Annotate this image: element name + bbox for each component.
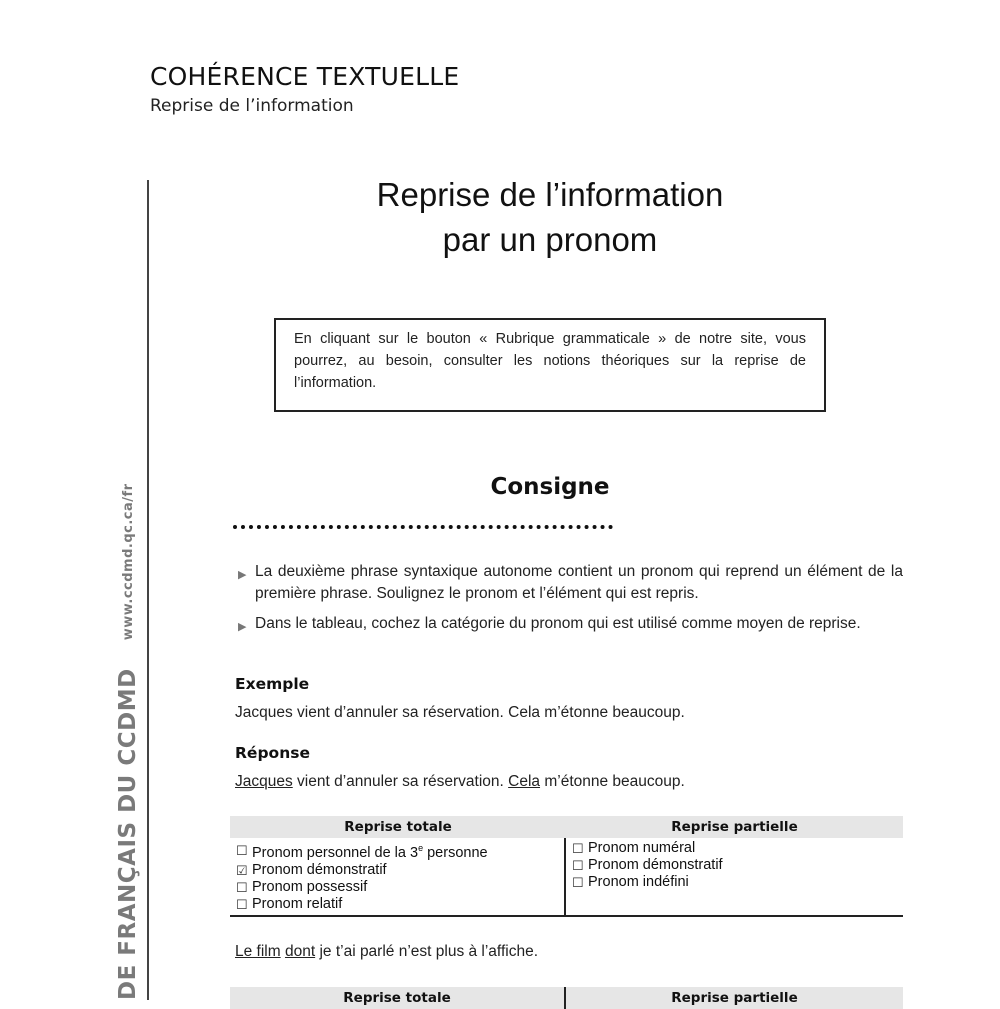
header-reprise-totale: Reprise totale: [230, 987, 566, 1009]
checkbox-empty-icon[interactable]: ☐: [236, 843, 248, 859]
checkbox-checked-icon[interactable]: ☑: [236, 862, 248, 878]
option-pronom-personnel[interactable]: [236, 840, 564, 862]
checkbox-empty-icon[interactable]: ☐: [236, 896, 248, 912]
side-url[interactable]: www.ccdmd.qc.ca/fr: [120, 483, 136, 641]
page-title-line2: par un pronom: [442, 221, 658, 258]
reponse-sentence: [235, 773, 685, 791]
option-label: Pronom relatif: [252, 895, 343, 912]
option-label: Pronom personnel de la 3e personne: [252, 843, 488, 861]
header-reprise-partielle: Reprise partielle: [671, 819, 798, 835]
underlined-antecedent: Le film: [235, 943, 281, 960]
checkbox-empty-icon[interactable]: ☐: [572, 858, 584, 873]
reponse-heading: Réponse: [235, 744, 310, 762]
option-pronom-demonstratif-partiel[interactable]: [572, 857, 903, 874]
underlined-pronoun: Cela: [508, 773, 541, 790]
option-label: Pronom numéral: [588, 840, 696, 856]
header-reprise-partielle: Reprise partielle: [671, 990, 798, 1006]
instruction-text: La deuxième phrase syntaxique autonome contient un pronom qui reprend un élément de la première phrase. Soulignez le pronom et l’élément qui est repris.: [255, 563, 903, 602]
instruction-text: Dans le tableau, cochez la catégorie du pronom qui est utilisé comme moyen de reprise.: [255, 615, 861, 632]
dotted-divider: [233, 525, 613, 529]
underlined-pronoun: dont: [284, 943, 316, 960]
checkbox-empty-icon[interactable]: ☐: [572, 841, 584, 856]
checkbox-empty-icon[interactable]: ☐: [236, 879, 248, 895]
exercise-text: je t’ai parlé n’est plus à l’affiche.: [315, 943, 539, 960]
instruction-1: [238, 561, 903, 605]
totale-options: [230, 838, 566, 915]
option-pronom-indefini[interactable]: [572, 874, 903, 891]
header-reprise-totale: Reprise totale: [344, 819, 452, 835]
table-body: [230, 838, 903, 917]
arrow-bullet-icon: ▶: [238, 621, 247, 633]
section-subtitle: Reprise de l’information: [150, 96, 354, 116]
partielle-options: [566, 838, 903, 915]
info-note-text: En cliquant sur le bouton « Rubrique grammaticale » de notre site, vous pourrez, au besoin, consulter les notions théoriques sur la reprise de l’information.: [294, 331, 806, 391]
exemple-heading: Exemple: [235, 675, 310, 693]
side-brand: DE FRANÇAIS DU CCDMD: [115, 668, 141, 1000]
reponse-text: vient d’annuler sa réservation.: [292, 773, 509, 790]
arrow-bullet-icon: ▶: [238, 569, 247, 581]
side-banner: [108, 470, 148, 1000]
example-table: [230, 816, 903, 917]
exercise-sentence-1: [235, 943, 538, 961]
option-pronom-relatif[interactable]: [236, 896, 564, 913]
option-label: Pronom indéfini: [588, 874, 689, 890]
option-pronom-demonstratif[interactable]: [236, 862, 564, 879]
exemple-sentence: Jacques vient d’annuler sa réservation. Cela m’étonne beaucoup.: [235, 704, 685, 721]
option-label: Pronom démonstratif: [588, 857, 723, 873]
page-title: [240, 172, 860, 262]
instruction-2: [238, 613, 903, 638]
table-header: [230, 816, 903, 838]
section-title: COHÉRENCE TEXTUELLE: [150, 62, 460, 91]
reponse-text: m’étonne beaucoup.: [540, 773, 685, 790]
info-note: [274, 318, 826, 412]
checkbox-empty-icon[interactable]: ☐: [572, 875, 584, 890]
exercise-table-header: [230, 987, 903, 1009]
consigne-heading: Consigne: [490, 474, 610, 500]
option-pronom-possessif[interactable]: [236, 879, 564, 896]
option-label: Pronom possessif: [252, 878, 368, 895]
option-pronom-numeral[interactable]: [572, 840, 903, 857]
page-title-line1: Reprise de l’information: [376, 176, 724, 213]
underlined-antecedent: Jacques: [235, 773, 293, 790]
option-label: Pronom démonstratif: [252, 861, 387, 878]
